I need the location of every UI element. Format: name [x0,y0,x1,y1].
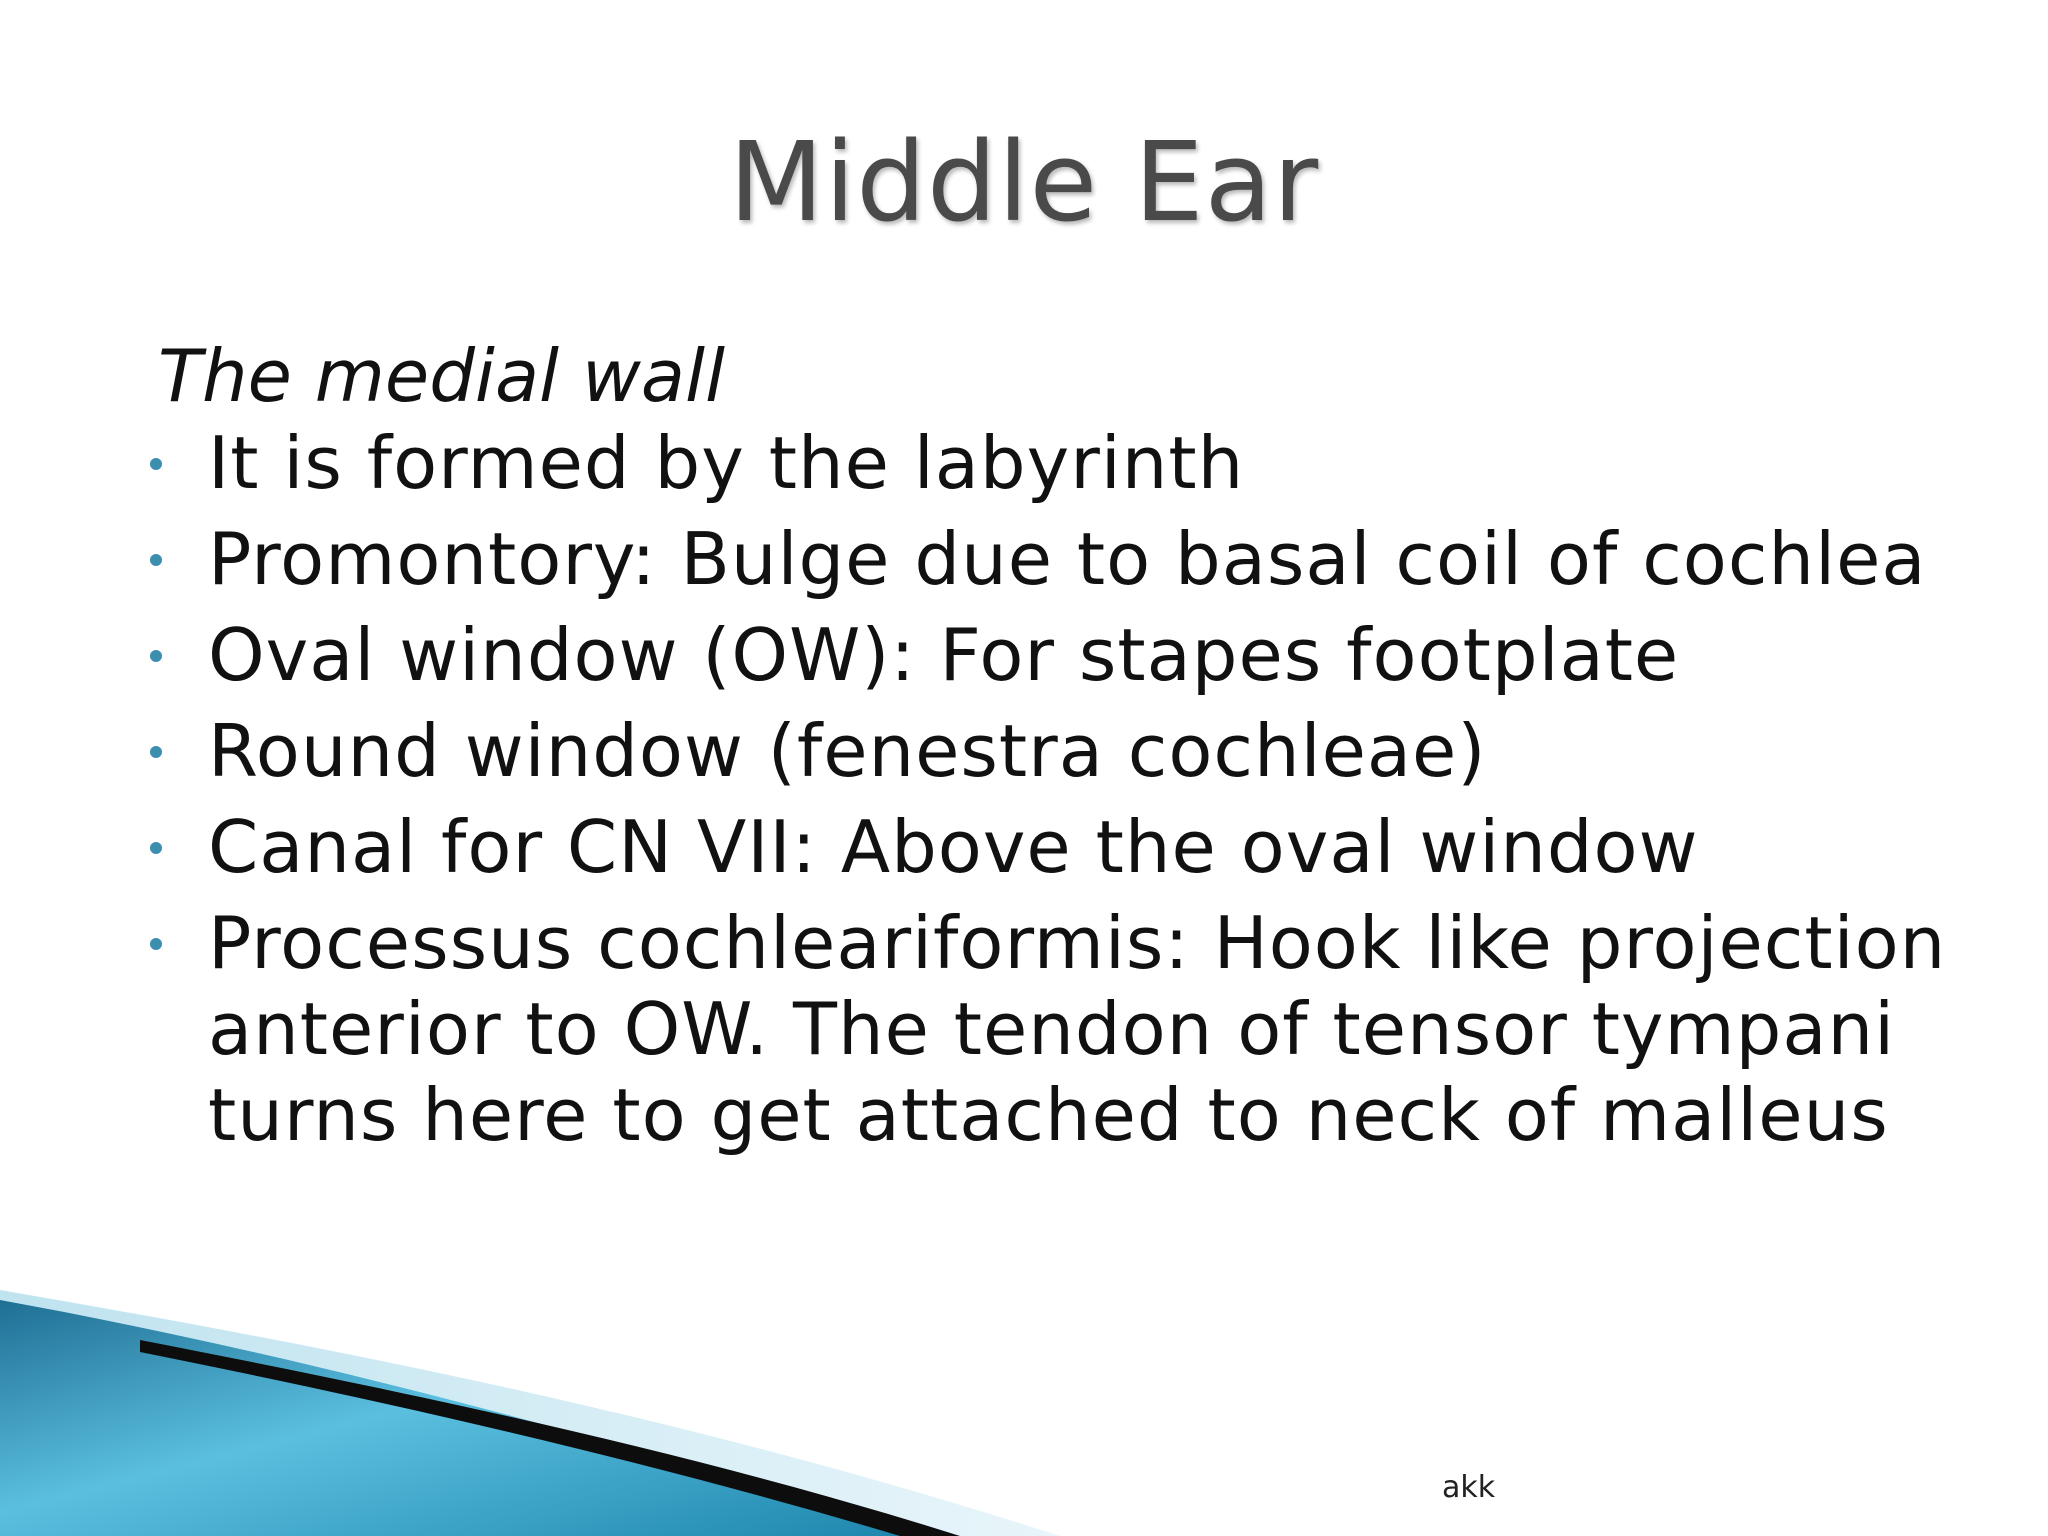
bullet-dot-icon [150,842,162,854]
list-item [148,804,1948,890]
bullet-dot-icon [150,746,162,758]
footer-author: akk [1442,1470,1496,1505]
bullet-text: Canal for CN VII: Above the oval window [208,805,1699,889]
bullet-text: Round window (fenestra cochleae) [208,709,1487,793]
list-item [148,612,1948,698]
bullet-text: Promontory: Bulge due to basal coil of cochlea [208,517,1927,601]
list-item [148,900,1948,1158]
section-subtitle: The medial wall [158,334,725,418]
bullet-list [148,420,1948,1158]
slide-title: Middle Ear [728,118,1320,246]
bullet-dot-icon [150,554,162,566]
bullet-dot-icon [150,458,162,470]
bullet-dot-icon [150,938,162,950]
list-item [148,516,1948,602]
bullet-text: Oval window (OW): For stapes footplate [208,613,1680,697]
slide-body [148,332,1948,1168]
bullet-text: It is formed by the labyrinth [208,421,1245,505]
bullet-text: Processus cochleariformis: Hook like projection anterior to OW. The tendon of tensor tympani turns here to get attached to neck of malleus [208,901,1947,1157]
list-item [148,420,1948,506]
list-item [148,708,1948,794]
bullet-dot-icon [150,650,162,662]
